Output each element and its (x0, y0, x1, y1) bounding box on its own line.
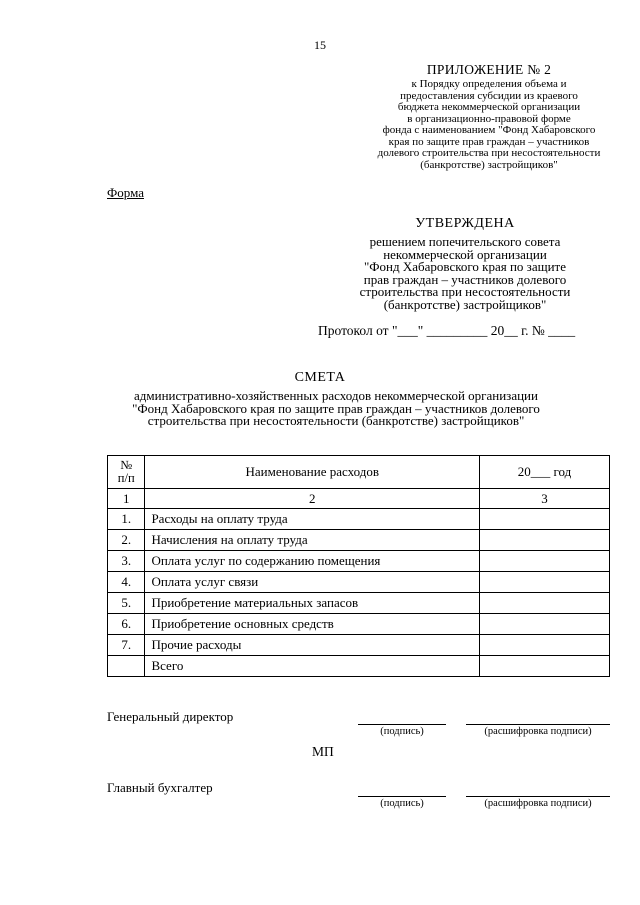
header-number-line2: п/п (117, 471, 135, 485)
row-expense-name: Приобретение материальных запасов (145, 593, 480, 614)
row-number: 4. (108, 572, 145, 593)
form-label: Форма (107, 185, 144, 200)
table-header-row (108, 456, 610, 489)
director-decoding-caption: (расшифровка подписи) (484, 726, 592, 737)
director-signature-line[interactable] (358, 724, 446, 725)
appendix-line: края по защите прав граждан – участников (388, 135, 590, 148)
appendix-line: к Порядку определения объема и (411, 78, 567, 90)
row-expense-name: Всего (145, 656, 480, 677)
row-number: 6. (108, 614, 145, 635)
row-expense-name: Оплата услуг по содержанию помещения (145, 551, 480, 572)
estimate-subtitle (0, 390, 640, 428)
row-expense-name: Расходы на оплату труда (145, 509, 480, 530)
accountant-decoding-caption: (расшифровка подписи) (484, 798, 592, 809)
approved-line: (банкротстве) застройщиков" (383, 296, 547, 312)
row-year-value[interactable] (480, 509, 610, 530)
accountant-label: Главный бухгалтер (107, 780, 213, 795)
row-year-value[interactable] (480, 551, 610, 572)
appendix-line: (банкротстве) застройщиков" (420, 158, 558, 171)
header-year: 20___ год (480, 456, 610, 489)
director-label: Генеральный директор (107, 709, 234, 724)
accountant-decoding-line[interactable] (466, 796, 610, 797)
accountant-signature-line[interactable] (358, 796, 446, 797)
expenses-table (107, 455, 610, 677)
appendix-line: бюджета некоммерческой организации (397, 101, 581, 113)
header-number (108, 456, 145, 489)
row-expense-name: Начисления на оплату труда (145, 530, 480, 551)
index-cell: 1 (108, 489, 145, 509)
table-row (108, 572, 610, 593)
page-number: 15 (314, 38, 326, 52)
director-signature-caption: (подпись) (380, 726, 424, 737)
director-decoding-line[interactable] (466, 724, 610, 725)
row-expense-name: Оплата услуг связи (145, 572, 480, 593)
row-year-value[interactable] (480, 614, 610, 635)
accountant-signature-caption: (подпись) (380, 798, 424, 809)
appendix-line: долевого строительства при несостоятельности (377, 147, 601, 159)
appendix-title: ПРИЛОЖЕНИЕ № 2 (426, 62, 552, 77)
appendix-line: предоставления субсидии из краевого (400, 89, 578, 102)
row-number: 3. (108, 551, 145, 572)
header-expense-name: Наименование расходов (145, 456, 480, 489)
protocol-line: Протокол от "___" _________ 20__ г. № ____ (318, 323, 576, 338)
table-row (108, 530, 610, 551)
approved-line: строительства при несостоятельности (359, 284, 571, 299)
appendix-line: в организационно-правовой форме (407, 112, 571, 125)
row-year-value[interactable] (480, 635, 610, 656)
table-row (108, 593, 610, 614)
row-year-value[interactable] (480, 593, 610, 614)
estimate-subtitle-line: "Фонд Хабаровского края по защите прав граждан – участников долевого (132, 400, 540, 416)
row-year-value[interactable] (480, 656, 610, 677)
approved-line: решением попечительского совета (369, 234, 561, 249)
approved-title: УТВЕРЖДЕНА (415, 216, 515, 231)
table-row (108, 635, 610, 656)
approved-line: прав граждан – участников долевого (363, 271, 567, 287)
index-cell: 3 (480, 489, 610, 509)
table-total-row (108, 656, 610, 677)
row-year-value[interactable] (480, 572, 610, 593)
row-number: 5. (108, 593, 145, 614)
stamp-place-label: МП (312, 744, 334, 759)
estimate-subtitle-line: строительства при несостоятельности (банкротстве) застройщиков" (147, 413, 525, 428)
row-expense-name: Приобретение основных средств (145, 614, 480, 635)
header-number-line1: № (120, 458, 133, 472)
table-row (108, 509, 610, 530)
row-number: 2. (108, 530, 145, 551)
row-expense-name: Прочие расходы (145, 635, 480, 656)
appendix-text (340, 79, 638, 171)
estimate-subtitle-line: административно-хозяйственных расходов некоммерческой организации (134, 388, 538, 403)
approved-line: некоммерческой организации (383, 246, 547, 262)
approved-text (300, 236, 630, 311)
table-row (108, 551, 610, 572)
table-index-row (108, 489, 610, 509)
estimate-title: СМЕТА (294, 370, 346, 385)
row-number: 7. (108, 635, 145, 656)
row-year-value[interactable] (480, 530, 610, 551)
row-number: 1. (108, 509, 145, 530)
approved-line: "Фонд Хабаровского края по защите (363, 259, 567, 274)
index-cell: 2 (145, 489, 480, 509)
appendix-line: фонда с наименованием "Фонд Хабаровского (382, 124, 596, 136)
table-row (108, 614, 610, 635)
row-number (108, 656, 145, 677)
